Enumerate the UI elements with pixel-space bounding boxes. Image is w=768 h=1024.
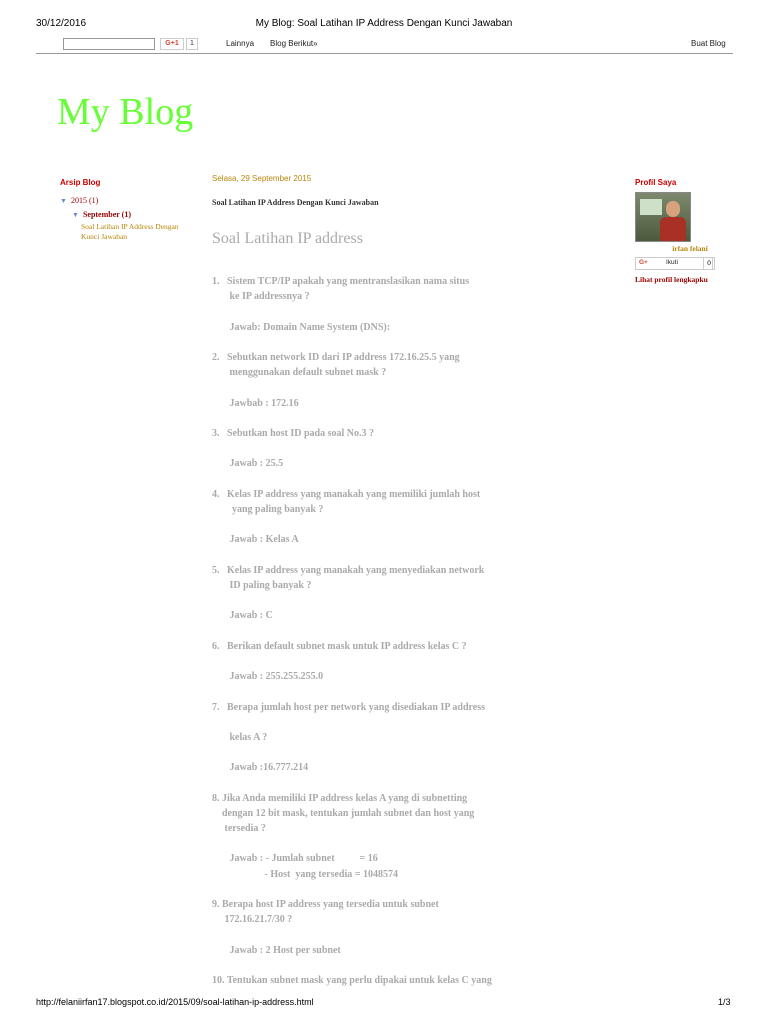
- follow-label: Ikuti: [666, 259, 678, 266]
- post-line: 172.16.21.7/30 ?: [212, 914, 293, 926]
- post-line: yang paling banyak ?: [212, 503, 324, 515]
- avatar[interactable]: [635, 192, 691, 242]
- archive-heading: Arsip Blog: [60, 178, 101, 187]
- view-profile-link[interactable]: Lihat profil lengkapku: [635, 275, 708, 284]
- navbar-search-input[interactable]: [63, 38, 155, 50]
- archive-month[interactable]: [72, 210, 131, 219]
- post-line: [212, 654, 572, 669]
- blogger-navbar: [36, 34, 733, 54]
- post-line: ke IP addressnya ?: [212, 291, 310, 303]
- post-line: [212, 715, 572, 730]
- archive-year-label[interactable]: 2015 (1): [70, 196, 99, 205]
- post-line: [212, 441, 572, 456]
- print-page-title: My Blog: Soal Latihan IP Address Dengan Kunci Jawaban: [255, 18, 513, 29]
- post-line: [212, 304, 572, 319]
- post-line: [212, 548, 572, 563]
- archive-post-link[interactable]: Soal Latihan IP Address Dengan Kunci Jawaban: [81, 222, 179, 241]
- post-line: [212, 593, 572, 608]
- gplus-icon: G+: [639, 259, 648, 266]
- follow-button[interactable]: [635, 257, 713, 270]
- post-heading: Soal Latihan IP address: [212, 230, 363, 247]
- archive-year[interactable]: [60, 196, 98, 205]
- post-line: [212, 927, 572, 942]
- post-line: 6. Berikan default subnet mask untuk IP address kelas C ?: [212, 640, 467, 652]
- post-line: menggunakan default subnet mask ?: [212, 367, 387, 379]
- post-line: Jawab : - Jumlah subnet = 16: [212, 853, 378, 865]
- post-line: Jawab : Kelas A: [212, 534, 299, 546]
- triangle-down-icon[interactable]: ▼: [60, 197, 67, 205]
- archive-month-label[interactable]: September (1): [82, 210, 131, 219]
- profile-heading: Profil Saya: [635, 178, 677, 187]
- follow-count: 0: [703, 257, 715, 270]
- post-line: 8. Jika Anda memiliki IP address kelas A yang di subnetting: [212, 792, 468, 804]
- post-line: [212, 517, 572, 532]
- post-line: Jawab :16.777.214: [212, 762, 309, 774]
- create-blog-link[interactable]: Buat Blog: [691, 39, 726, 48]
- post-line: [212, 624, 572, 639]
- post-line: [212, 745, 572, 760]
- more-link[interactable]: Lainnya: [226, 39, 255, 48]
- archive-widget: [60, 178, 195, 241]
- post-title[interactable]: Soal Latihan IP Address Dengan Kunci Jawaban: [212, 198, 379, 207]
- profile-name[interactable]: irfan felani: [672, 244, 708, 253]
- post-line: [212, 335, 572, 350]
- post-line: 4. Kelas IP address yang manakah yang memiliki jumlah host: [212, 488, 481, 500]
- post-line: tersedia ?: [212, 823, 266, 835]
- blog-title[interactable]: My Blog: [57, 91, 194, 133]
- post-line: 2. Sebutkan network ID dari IP address 172.16.25.5 yang: [212, 351, 460, 363]
- post-date: Selasa, 29 September 2015: [212, 174, 312, 183]
- post-line: dengan 12 bit mask, tentukan jumlah subnet dan host yang: [212, 807, 475, 819]
- post-body: [212, 274, 572, 988]
- post-line: [212, 411, 572, 426]
- post-line: Jawab: Domain Name System (DNS):: [212, 321, 391, 333]
- post-line: [212, 836, 572, 851]
- post-line: Jawbab : 172.16: [212, 397, 299, 409]
- print-header: [0, 0, 768, 34]
- post-line: 7. Berapa jumlah host per network yang disediakan IP address: [212, 701, 486, 713]
- post-line: 3. Sebutkan host ID pada soal No.3 ?: [212, 427, 374, 439]
- post-line: [212, 882, 572, 897]
- post-line: [212, 380, 572, 395]
- post-line: Jawab : 2 Host per subnet: [212, 944, 341, 956]
- post-line: Jawab : 25.5: [212, 458, 284, 470]
- post-line: kelas A ?: [212, 731, 268, 743]
- post-line: [212, 684, 572, 699]
- post-line: 5. Kelas IP address yang manakah yang menyediakan network: [212, 564, 485, 576]
- post-line: Jawab : 255.255.255.0: [212, 671, 324, 683]
- post-line: Jawab : C: [212, 610, 273, 622]
- post-line: ID paling banyak ?: [212, 579, 312, 591]
- print-footer-url: http://felaniirfan17.blogspot.co.id/2015/09/soal-latihan-ip-address.html: [36, 997, 314, 1007]
- post-line: 10. Tentukan subnet mask yang perlu dipakai untuk kelas C yang: [212, 975, 492, 987]
- post-line: - Host yang tersedia = 1048574: [212, 868, 398, 880]
- triangle-down-icon[interactable]: ▼: [72, 211, 79, 219]
- print-date: 30/12/2016: [36, 18, 87, 29]
- gplus-button[interactable]: G+1: [160, 38, 184, 50]
- post-line: [212, 775, 572, 790]
- post-line: [212, 958, 572, 973]
- post-line: [212, 472, 572, 487]
- next-blog-link[interactable]: Blog Berikut»: [270, 39, 318, 48]
- gplus-count: 1: [186, 38, 198, 50]
- post-line: 9. Berapa host IP address yang tersedia untuk subnet: [212, 899, 439, 911]
- post-line: 1. Sistem TCP/IP apakah yang mentranslasikan nama situs: [212, 276, 470, 287]
- print-page-number: 1/3: [718, 997, 731, 1007]
- profile-widget: [635, 178, 745, 284]
